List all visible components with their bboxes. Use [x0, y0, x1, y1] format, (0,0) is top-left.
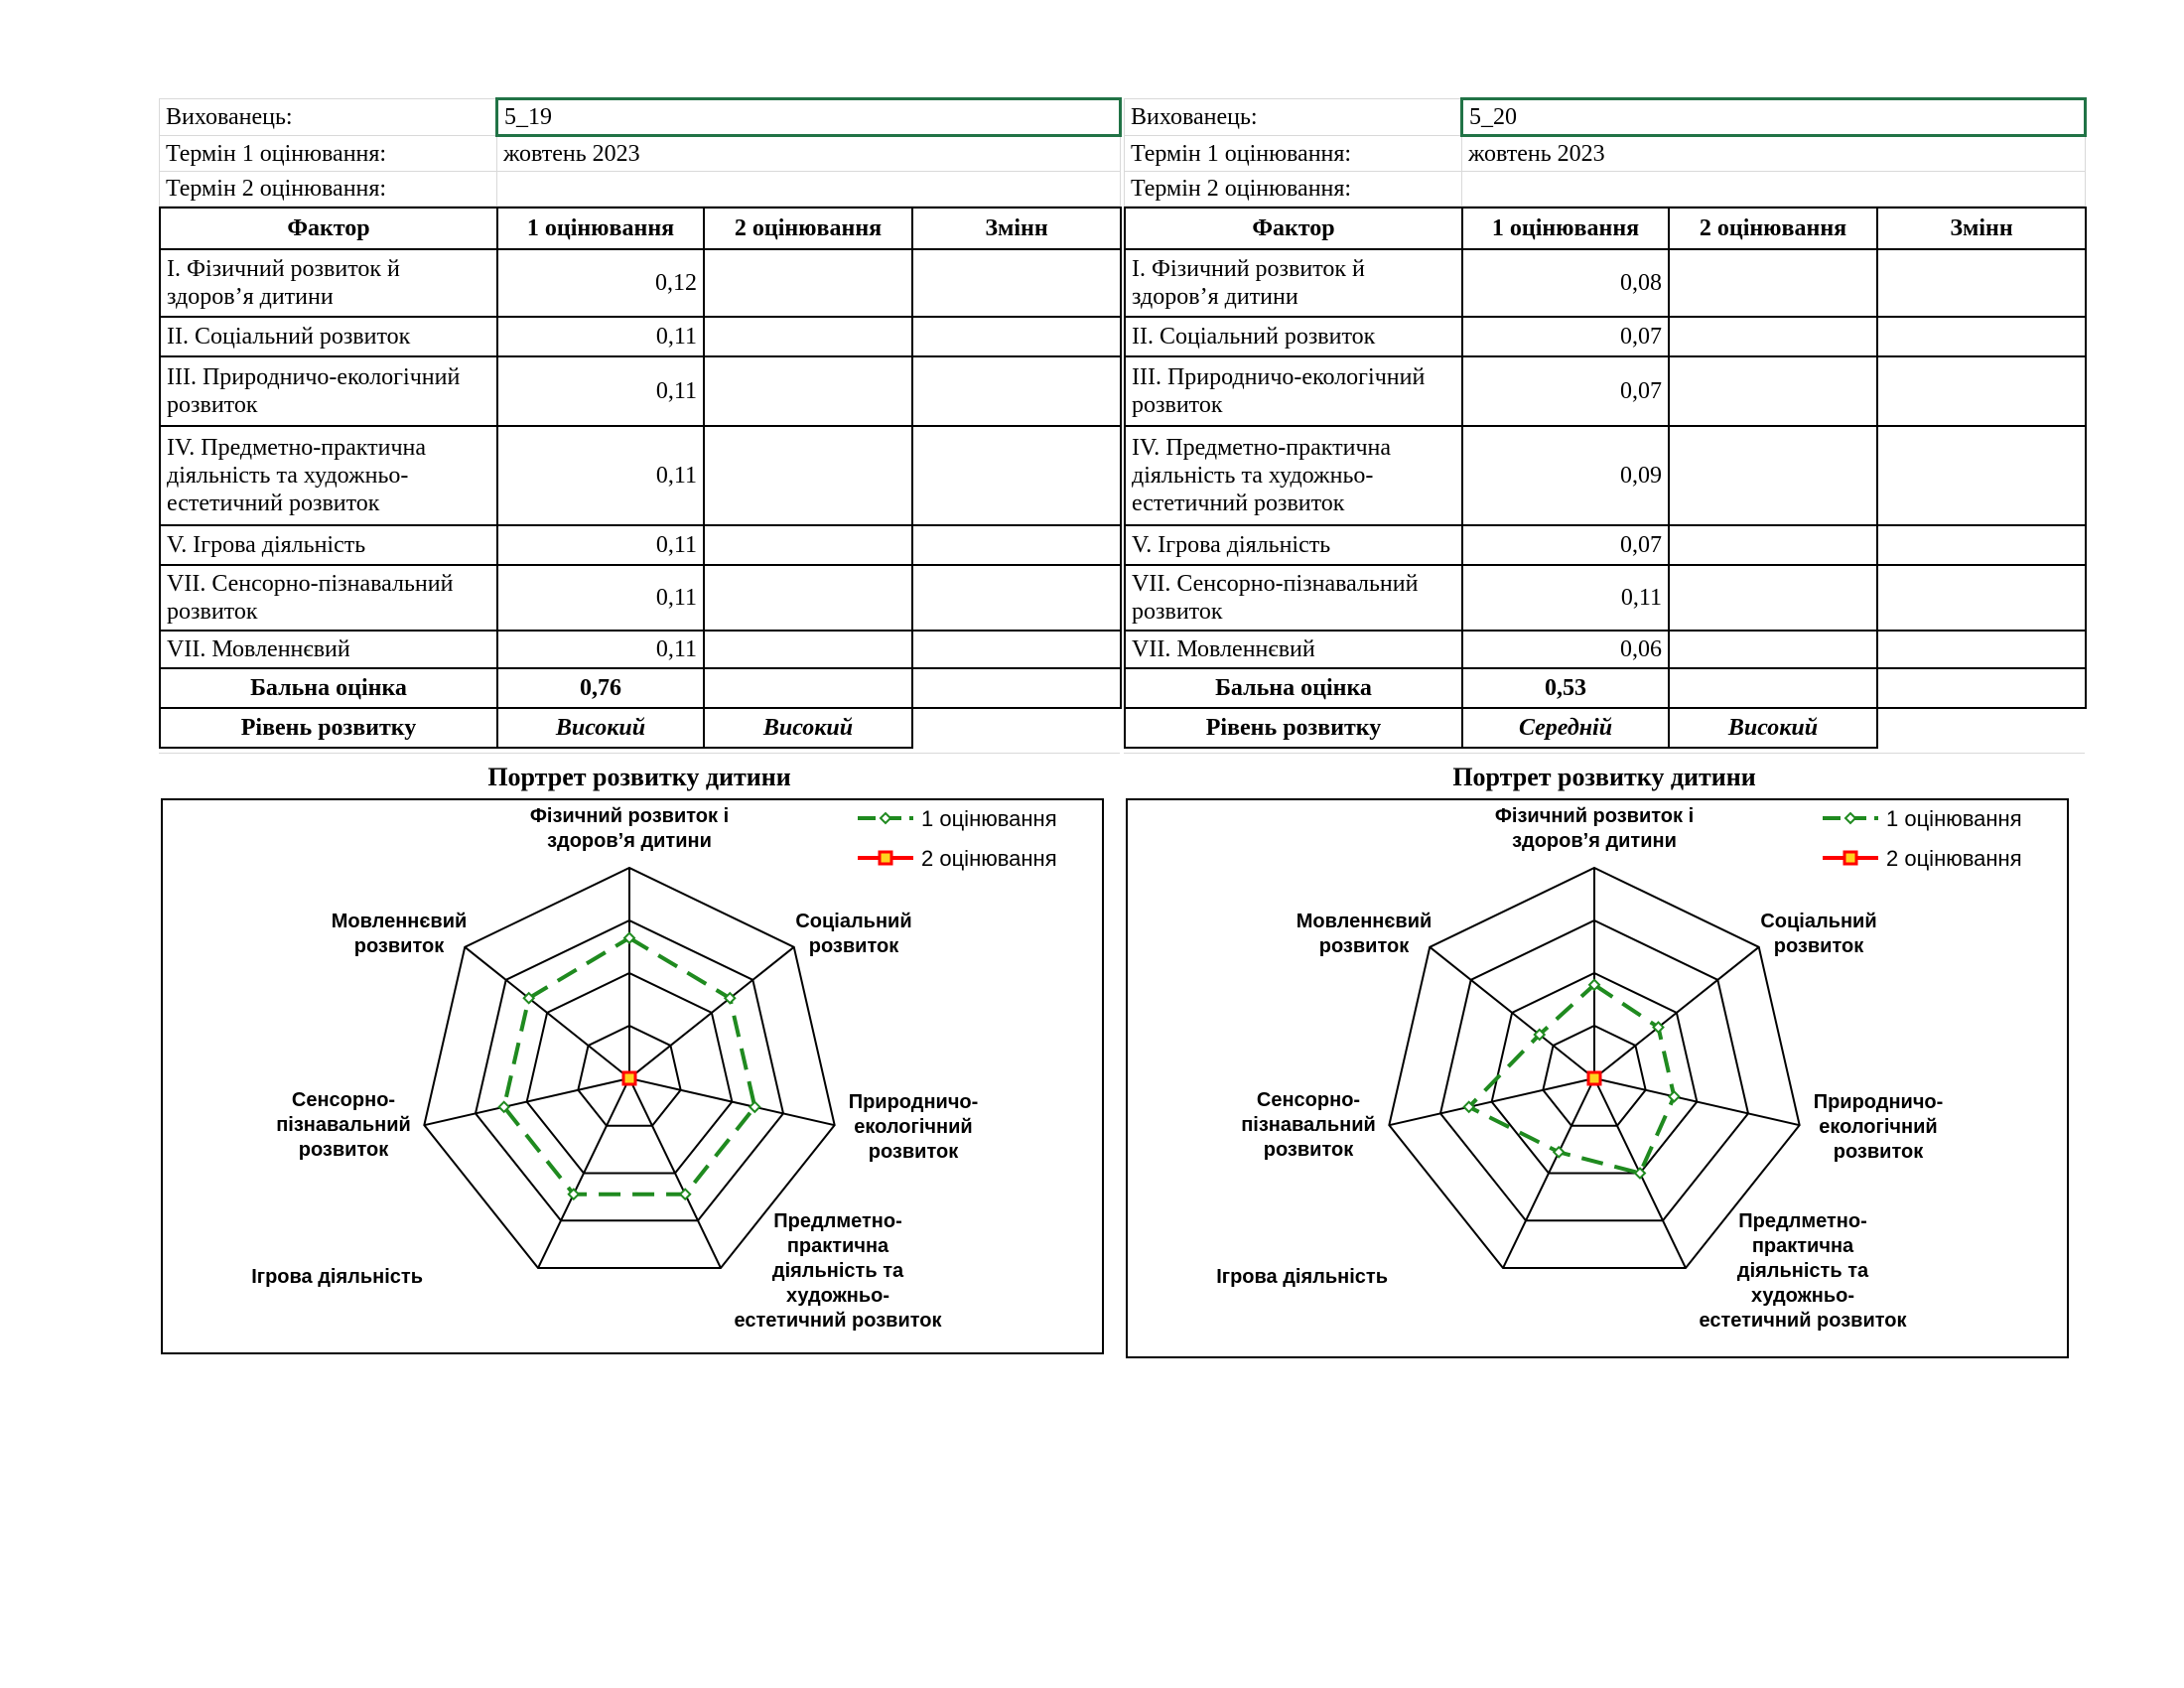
level-label: Рівень розвитку [1125, 708, 1462, 748]
radar-spoke [629, 1078, 835, 1125]
radar-axis-label: Соціальний розвиток [1760, 911, 1877, 957]
radar-axis-label: Мовленнєвий розвиток [331, 911, 468, 957]
legend-marker-2 [1844, 852, 1856, 864]
factor-score2[interactable] [1669, 525, 1877, 565]
sheet-gridline [1124, 753, 2085, 758]
child-value-cell[interactable]: 5_20 [1462, 99, 2086, 136]
factor-score1[interactable]: 0,12 [497, 249, 704, 317]
child-value-cell[interactable]: 5_19 [497, 99, 1121, 136]
factor-row [1125, 525, 2086, 565]
series-2-point [1588, 1072, 1600, 1084]
factor-score1[interactable]: 0,11 [497, 565, 704, 631]
factor-score1[interactable]: 0,09 [1462, 426, 1669, 525]
factor-change[interactable] [912, 317, 1121, 356]
factor-score1[interactable]: 0,08 [1462, 249, 1669, 317]
factor-name[interactable]: IV. Предметно-практична діяльність та художньо-естетичний розвиток [1125, 426, 1462, 525]
factor-score2[interactable] [704, 356, 912, 426]
col-header-change: Змінн [912, 208, 1121, 249]
factor-score2[interactable] [1669, 317, 1877, 356]
radar-spoke [424, 1078, 629, 1125]
total-row [160, 668, 1121, 708]
factor-name[interactable]: І. Фізичний розвиток й здоров’я дитини [1125, 249, 1462, 317]
info-row-child [1125, 99, 2086, 136]
total-row [1125, 668, 2086, 708]
factor-row [160, 317, 1121, 356]
factor-change[interactable] [1877, 631, 2086, 668]
factor-row [160, 426, 1121, 525]
radar-axis-label: Природничо-екологічний розвиток [848, 1091, 979, 1163]
legend-label: 1 оцінювання [1886, 806, 2022, 831]
term1-value-cell[interactable]: жовтень 2023 [497, 136, 1121, 172]
factor-header-row [1125, 208, 2086, 249]
sheet-gridline [159, 753, 1120, 758]
factor-row [1125, 317, 2086, 356]
radar-axis-label: Фізичний розвиток і здоров’я дитини [1494, 805, 1695, 852]
factor-change[interactable] [912, 631, 1121, 668]
child-label: Вихованець: [160, 99, 497, 136]
level-label: Рівень розвитку [160, 708, 497, 748]
col-header-score1: 1 оцінювання [497, 208, 704, 249]
total-score2[interactable] [1669, 668, 1877, 708]
radar-spoke [1594, 947, 1759, 1078]
total-label: Бальна оцінка [1125, 668, 1462, 708]
factor-change[interactable] [912, 249, 1121, 317]
factor-score1[interactable]: 0,11 [1462, 565, 1669, 631]
factor-score2[interactable] [704, 525, 912, 565]
radar-axis-label: Предлметно-практична діяльність та художньо-естетичний розвиток [1699, 1210, 1907, 1332]
col-header-change: Змінн [1877, 208, 2086, 249]
factor-header-row [160, 208, 1121, 249]
radar-axis-label: Ігрова діяльність [251, 1266, 423, 1288]
factor-score1[interactable]: 0,11 [497, 317, 704, 356]
factor-score1[interactable]: 0,06 [1462, 631, 1669, 668]
factor-score2[interactable] [1669, 426, 1877, 525]
factor-change[interactable] [1877, 356, 2086, 426]
factor-score1[interactable]: 0,07 [1462, 525, 1669, 565]
factor-score2[interactable] [704, 631, 912, 668]
factor-name[interactable]: ІІ. Соціальний розвиток [160, 317, 497, 356]
col-header-factor: Фактор [160, 208, 497, 249]
child-card-left [159, 97, 1120, 1350]
radar-axis-label: Природничо-екологічний розвиток [1813, 1091, 1944, 1163]
factor-row [1125, 631, 2086, 668]
level-score2[interactable]: Високий [1669, 708, 1877, 748]
factor-change[interactable] [1877, 565, 2086, 631]
info-table [1124, 97, 2087, 207]
legend-label: 2 оцінювання [1886, 846, 2022, 871]
level-score1[interactable]: Середній [1462, 708, 1669, 748]
radar-axis-label: Фізичний розвиток і здоров’я дитини [529, 805, 730, 852]
factor-score2[interactable] [1669, 356, 1877, 426]
series-1-point [680, 1190, 690, 1199]
radar-axis-label: Сенсорно-пізнавальний розвиток [276, 1089, 411, 1161]
factor-row [1125, 249, 2086, 317]
factor-row [1125, 565, 2086, 631]
factor-name[interactable]: V. Ігрова діяльність [1125, 525, 1462, 565]
factor-name[interactable]: VII. Мовленнєвий [1125, 631, 1462, 668]
radar-axis-label: Мовленнєвий розвиток [1296, 911, 1433, 957]
factor-score2[interactable] [704, 317, 912, 356]
legend-label: 1 оцінювання [921, 806, 1057, 831]
col-header-score2: 2 оцінювання [1669, 208, 1877, 249]
factor-change[interactable] [1877, 317, 2086, 356]
factor-row [1125, 426, 2086, 525]
factor-score1[interactable]: 0,11 [497, 525, 704, 565]
factor-score2[interactable] [704, 249, 912, 317]
radar-spoke [465, 947, 629, 1078]
level-score2[interactable]: Високий [704, 708, 912, 748]
child-card-right [1124, 97, 2085, 1350]
factor-name[interactable]: І. Фізичний розвиток й здоров’я дитини [160, 249, 497, 317]
info-row-term1 [160, 136, 1121, 172]
level-row [1125, 708, 2086, 748]
legend-marker-2 [880, 852, 891, 864]
factor-row [160, 356, 1121, 426]
factor-score1[interactable]: 0,11 [497, 426, 704, 525]
factor-change[interactable] [1877, 525, 2086, 565]
term2-value-cell[interactable] [1462, 172, 2086, 207]
total-change[interactable] [912, 668, 1121, 708]
radar-spoke [1594, 1078, 1800, 1125]
series-1-point [750, 1102, 759, 1112]
info-row-term2 [1125, 172, 2086, 207]
radar-axis-label: Сенсорно-пізнавальний розвиток [1241, 1089, 1376, 1161]
chart-title: Портрет розвитку дитини [487, 763, 791, 791]
factor-table [1124, 207, 2087, 749]
info-row-term1 [1125, 136, 2086, 172]
radar-chart-svg [163, 800, 1102, 1352]
factor-row [160, 249, 1121, 317]
factor-name[interactable]: IV. Предметно-практична діяльність та художньо-естетичний розвиток [160, 426, 497, 525]
info-table [159, 97, 1122, 207]
term2-value-cell[interactable] [497, 172, 1121, 207]
series-2-point [623, 1072, 635, 1084]
term1-label: Термін 1 оцінювання: [160, 136, 497, 172]
legend-marker-1 [1845, 813, 1855, 823]
total-score2[interactable] [704, 668, 912, 708]
factor-change[interactable] [912, 356, 1121, 426]
factor-change[interactable] [912, 525, 1121, 565]
term1-value-cell[interactable]: жовтень 2023 [1462, 136, 2086, 172]
radar-axis-label: Ігрова діяльність [1216, 1266, 1388, 1288]
radar-chart[interactable] [1126, 798, 2069, 1358]
legend-label: 2 оцінювання [921, 846, 1057, 871]
legend-marker-1 [881, 813, 890, 823]
radar-chart-svg [1128, 800, 2067, 1352]
factor-table [159, 207, 1122, 749]
level-empty [1877, 708, 2086, 748]
radar-spoke [629, 947, 794, 1078]
factor-score1[interactable]: 0,11 [497, 356, 704, 426]
factor-score2[interactable] [1669, 565, 1877, 631]
info-row-term2 [160, 172, 1121, 207]
factor-name[interactable]: ІІІ. Природничо-екологічний розвиток [1125, 356, 1462, 426]
factor-change[interactable] [1877, 249, 2086, 317]
col-header-factor: Фактор [1125, 208, 1462, 249]
factor-row [1125, 356, 2086, 426]
total-label: Бальна оцінка [160, 668, 497, 708]
col-header-score2: 2 оцінювання [704, 208, 912, 249]
factor-score2[interactable] [1669, 631, 1877, 668]
factor-change[interactable] [1877, 426, 2086, 525]
factor-name[interactable]: V. Ігрова діяльність [160, 525, 497, 565]
level-score1[interactable]: Високий [497, 708, 704, 748]
info-row-child [160, 99, 1121, 136]
factor-score2[interactable] [704, 426, 912, 525]
factor-score1[interactable]: 0,07 [1462, 317, 1669, 356]
col-header-score1: 1 оцінювання [1462, 208, 1669, 249]
level-row [160, 708, 1121, 748]
factor-row [160, 565, 1121, 631]
factor-score1[interactable]: 0,11 [497, 631, 704, 668]
factor-change[interactable] [912, 565, 1121, 631]
factor-score2[interactable] [1669, 249, 1877, 317]
child-label: Вихованець: [1125, 99, 1462, 136]
radar-axis-label: Предлметно-практична діяльність та художньо-естетичний розвиток [734, 1210, 942, 1332]
term2-label: Термін 2 оцінювання: [160, 172, 497, 207]
radar-axis-label: Соціальний розвиток [795, 911, 912, 957]
factor-row [160, 631, 1121, 668]
factor-score1[interactable]: 0,07 [1462, 356, 1669, 426]
radar-spoke [1430, 947, 1594, 1078]
factor-name[interactable]: ІІІ. Природничо-екологічний розвиток [160, 356, 497, 426]
factor-name[interactable]: VII. Сенсорно-пізнавальний розвиток [160, 565, 497, 631]
level-empty [912, 708, 1121, 748]
factor-name[interactable]: VII. Мовленнєвий [160, 631, 497, 668]
total-score1[interactable]: 0,76 [497, 668, 704, 708]
total-change[interactable] [1877, 668, 2086, 708]
factor-name[interactable]: VII. Сенсорно-пізнавальний розвиток [1125, 565, 1462, 631]
factor-name[interactable]: ІІ. Соціальний розвиток [1125, 317, 1462, 356]
radar-chart[interactable] [161, 798, 1104, 1354]
factor-score2[interactable] [704, 565, 912, 631]
factor-change[interactable] [912, 426, 1121, 525]
chart-title: Портрет розвитку дитини [1452, 763, 1756, 791]
factor-row [160, 525, 1121, 565]
term2-label: Термін 2 оцінювання: [1125, 172, 1462, 207]
term1-label: Термін 1 оцінювання: [1125, 136, 1462, 172]
total-score1[interactable]: 0,53 [1462, 668, 1669, 708]
